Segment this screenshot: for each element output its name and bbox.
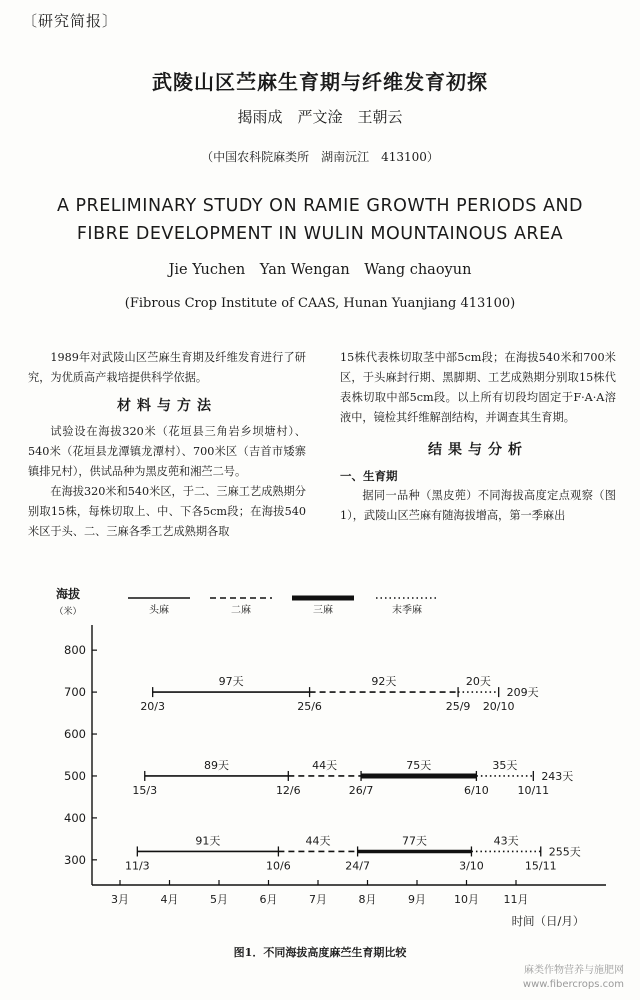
- x-tick-label-4: 6月: [259, 893, 278, 906]
- y-axis-title: [54, 586, 81, 617]
- total-days-320: 255天: [548, 845, 581, 859]
- y-axis-title-line2: （米）: [54, 607, 82, 617]
- y-tick-label-700: 700: [64, 685, 86, 700]
- legend-label-2: 二麻: [231, 605, 251, 616]
- total-days-500: 243天: [541, 769, 574, 783]
- duration-label-320-2: 44天: [305, 834, 331, 848]
- x-axis-title: 时间（日/月）: [511, 914, 585, 928]
- methods-paragraph-continued: 15株代表株切取茎中部5cm段；在海拔540米和700米区，于头麻封行期、黑脚期、工艺成熟期分别取15株代表株切取中部5cm段。以上所有切段均固定于F·A·A溶液中，镜检其纤维解剖结构，并调查其生育期。: [340, 351, 616, 424]
- title-chinese: 武陵山区苎麻生育期与纤维发育初探: [152, 70, 488, 94]
- date-label-320-2: 10/6: [266, 859, 291, 873]
- duration-label-500-4: 35天: [492, 758, 518, 772]
- duration-label-500-3: 75天: [406, 758, 432, 772]
- duration-label-700-2: 92天: [371, 675, 397, 689]
- title-english-line1: A PRELIMINARY STUDY ON RAMIE GROWTH PERIODS AND: [56, 196, 584, 216]
- y-tick-label-400: 400: [64, 810, 86, 825]
- chart-legend: [128, 598, 438, 616]
- figure-caption: 图1．不同海拔高度麻苎生育期比较: [233, 946, 407, 959]
- intro-paragraph: 1989年对武陵山区苎麻生育期及纤维发育进行了研究，为优质高产栽培提供科学依据。: [28, 351, 306, 384]
- row-altitude-700: [140, 675, 538, 713]
- x-tick-label-6: 8月: [358, 893, 377, 906]
- duration-label-320-4: 43天: [493, 834, 519, 848]
- duration-label-500-2: 44天: [312, 758, 338, 772]
- date-label-320-3: 24/7: [345, 859, 370, 873]
- section-heading-results: 结果与分析: [428, 442, 528, 458]
- y-tick-label-500: 500: [64, 768, 86, 783]
- date-label-320-5: 15/11: [524, 859, 557, 873]
- date-label-500-5: 10/11: [517, 783, 550, 797]
- date-label-700-2: 25/6: [297, 700, 322, 714]
- title-english-line2: FIBRE DEVELOPMENT IN WULIN MOUNTAINOUS AREA: [76, 224, 564, 244]
- watermark-line2: www.fibercrops.com: [522, 979, 624, 990]
- watermark-line1: 麻类作物营养与施肥网: [524, 965, 624, 976]
- date-label-700-1: 20/3: [140, 700, 166, 714]
- duration-label-320-3: 77天: [402, 834, 428, 848]
- date-label-320-4: 3/10: [459, 859, 484, 873]
- methods-paragraph-2: 在海拔320米和540米区，于二、三麻工艺成熟期分别取15株，每株切取上、中、下各5cm段；在海拔540米区于头、二、三麻各季工艺成熟期各取: [28, 485, 306, 538]
- legend-label-3: 三麻: [313, 605, 333, 616]
- x-tick-label-9: 11月: [503, 893, 529, 906]
- total-days-700: 209天: [506, 686, 539, 700]
- title-english: [0, 192, 640, 248]
- y-tick-label-800: 800: [64, 643, 86, 658]
- institution-english: (Fibrous Crop Institute of CAAS, Hunan Yuanjiang 413100): [124, 296, 516, 311]
- duration-label-500-1: 89天: [204, 758, 230, 772]
- x-tick-label-2: 4月: [160, 893, 179, 906]
- growth-period-chart: [0, 580, 640, 940]
- date-label-500-1: 15/3: [132, 783, 158, 797]
- row-altitude-320: [125, 834, 581, 872]
- legend-label-1: 头麻: [149, 605, 169, 616]
- site-watermark: [523, 964, 624, 992]
- row-altitude-500: [132, 759, 573, 797]
- x-tick-label-8: 10月: [454, 893, 479, 906]
- body-column-right: [340, 348, 616, 526]
- x-tick-label-3: 5月: [210, 893, 228, 906]
- authors-english: Jie Yuchen Yan Wengan Wang chaoyun: [168, 262, 472, 278]
- section-heading-methods: 材料与方法: [117, 398, 217, 414]
- date-label-500-4: 6/10: [464, 783, 489, 797]
- duration-label-320-1: 91天: [195, 834, 221, 848]
- methods-paragraph-1: 试验设在海拔320米（花垣县三角岩乡坝塘村）、540米（花垣县龙潭镇龙潭村）、700米区（吉首市矮寨镇排兄村），供试品种为黑皮蔸和湘苎二号。: [28, 425, 306, 478]
- institution-chinese: （中国农科院麻类所 湖南沅江 413100）: [201, 150, 439, 164]
- legend-label-4: 末季麻: [392, 605, 422, 616]
- date-label-500-2: 12/6: [275, 783, 301, 797]
- body-column-left: [28, 348, 306, 542]
- x-tick-label-7: 9月: [408, 893, 426, 906]
- duration-label-700-1: 97天: [218, 675, 244, 689]
- chart-rows: [125, 675, 581, 872]
- date-label-700-3: 25/9: [445, 700, 471, 714]
- x-tick-label-5: 7月: [309, 893, 327, 906]
- date-label-320-1: 11/3: [124, 859, 150, 873]
- y-tick-label-600: 600: [64, 727, 86, 742]
- date-label-500-3: 26/7: [348, 783, 374, 797]
- y-axis-title-line1: 海拔: [55, 587, 81, 601]
- duration-label-700-3: 20天: [465, 675, 491, 689]
- authors-chinese: 揭雨成 严文淦 王朝云: [237, 108, 403, 126]
- growth-paragraph-1: 据同一品种（黑皮蔸）不同海拔高度定点观察（图1），武陵山区苎麻有随海拔增高，第一季麻出: [340, 489, 616, 522]
- subheading-growth-period: 一、生育期: [340, 469, 398, 483]
- article-type-tag: 〔研究简报〕: [22, 12, 119, 30]
- x-tick-label-1: 3月: [111, 893, 129, 906]
- date-label-700-4: 20/10: [482, 700, 515, 714]
- y-tick-label-300: 300: [64, 852, 86, 867]
